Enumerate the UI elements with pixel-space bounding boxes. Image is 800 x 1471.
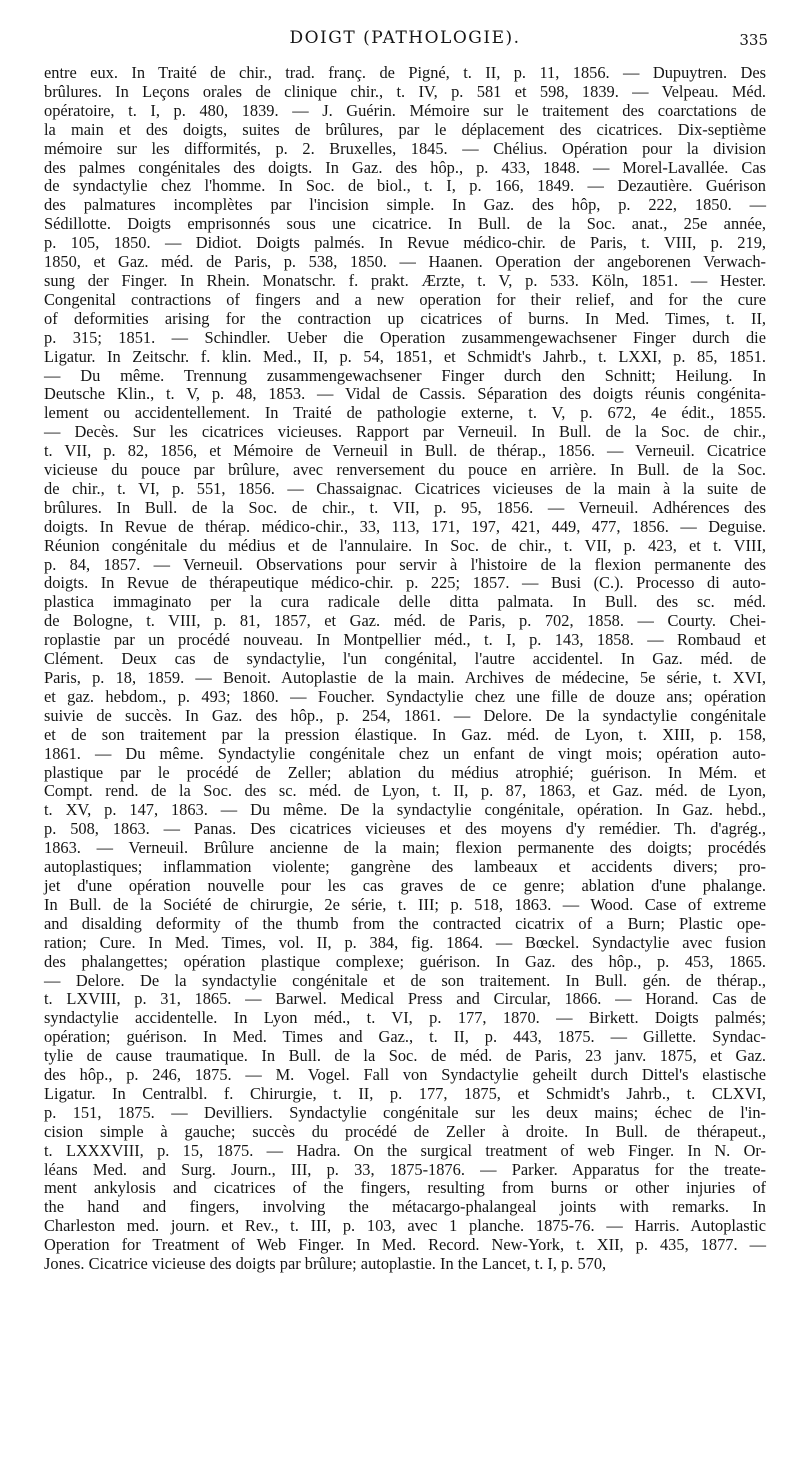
text-line: brûlures. In Leçons orales de clinique chir., t. IV, p. 581 et 598, 1839. — Velpeau. Méd. xyxy=(44,81,766,101)
document-page xyxy=(44,0,766,1471)
text-line: et gaz. hebdom., p. 493; 1860. — Foucher. Syndactylie chez une fille de douze ans; opération xyxy=(44,686,766,706)
text-line: des hôp., p. 246, 1875. — M. Vogel. Fall von Syndactylie geheilt durch Dittel's elastische xyxy=(44,1065,766,1085)
text-line: p. 105, 1850. — Didiot. Doigts palmés. In Revue médico-chir. de Paris, t. VIII, p. 219, xyxy=(44,233,766,253)
running-title: DOIGT (PATHOLOGIE). xyxy=(289,28,521,48)
text-line: suivie de succès. In Gaz. des hôp., p. 254, 1861. — Delore. De la syndactylie congénitale xyxy=(44,705,766,725)
text-line: Ligatur. In Centralbl. f. Chirurgie, t. II, p. 177, 1875, et Schmidt's Jahrb., t. CLXVI, xyxy=(44,1083,766,1103)
text-line: — Du même. Trennung zusammengewachsener Finger durch den Schnitt; Heilung. In xyxy=(44,365,766,385)
text-line: the hand and fingers, involving the métacargo-phalangeal joints with remarks. In xyxy=(44,1197,766,1217)
text-line: roplastie par un procédé nouveau. In Montpellier méd., t. I, p. 143, 1858. — Rombaud et xyxy=(44,630,766,650)
text-line: Congenital contractions of fingers and a new operation for their relief, and for the cure xyxy=(44,289,766,309)
text-line: opération; guérison. In Med. Times and Gaz., t. II, p. 443, 1875. — Gillette. Syndac- xyxy=(44,1027,766,1047)
text-line: Clément. Deux cas de syndactylie, l'un congénital, l'autre accidentel. In Gaz. méd. de xyxy=(44,649,766,669)
text-line: opératoire, t. I, p. 480, 1839. — J. Guérin. Mémoire sur le traitement des coarctations de xyxy=(44,100,766,120)
text-line: t. LXXXVIII, p. 15, 1875. — Hadra. On the surgical treatment of web Finger. In N. Or- xyxy=(44,1140,766,1160)
text-line: — Decès. Sur les cicatrices vicieuses. Rapport par Verneuil. In Bull. de la Soc. de chir., xyxy=(44,422,766,442)
text-line: cision simple à gauche; succès du procédé de Zeller à droite. In Bull. de thérapeut., xyxy=(44,1121,766,1141)
text-line: sung der Finger. In Rhein. Monatschr. f. prakt. Ærzte, t. V, p. 533. Köln, 1851. — Hester. xyxy=(44,270,766,290)
text-line: des palmes congénitales des doigts. In Gaz. des hôp., p. 433, 1848. — Morel-Lavallée. Cas xyxy=(44,157,766,177)
text-line: Ligatur. In Zeitschr. f. klin. Med., II, p. 54, 1851, et Schmidt's Jahrb., t. LXXI, p. 85, 1851. xyxy=(44,346,766,366)
text-line: p. 508, 1863. — Panas. Des cicatrices vicieuses et des moyens d'y remédier. Th. d'agrég., xyxy=(44,819,766,839)
text-line: plastique par le procédé de Zeller; ablation du médius atrophié; guérison. In Mém. et xyxy=(44,762,766,782)
text-line: Sédillotte. Doigts emprisonnés sous une cicatrice. In Bull. de la Soc. anat., 25e année, xyxy=(44,214,766,234)
text-line: t. LXVIII, p. 31, 1865. — Barwel. Medical Press and Circular, 1866. — Horand. Cas de xyxy=(44,989,766,1009)
text-line: and disalding deformity of the thumb from the contracted cicatrix of a Burn; Plastic ope- xyxy=(44,913,766,933)
text-line: 1861. — Du même. Syndactylie congénitale chez un enfant de vingt mois; opération auto- xyxy=(44,743,766,763)
text-line: doigts. In Revue de thérap. médico-chir., 33, 113, 171, 197, 421, 449, 477, 1856. — Deguise. xyxy=(44,516,766,536)
text-line: jet d'une opération nouvelle pour les cas graves de ce genre; ablation d'une phalange. xyxy=(44,875,766,895)
text-line: 1850, et Gaz. méd. de Paris, p. 538, 1850. — Haanen. Operation der angeborenen Verwach- xyxy=(44,252,766,272)
text-line: ment ankylosis and cicatrices of the fingers, resulting from burns or other injuries of xyxy=(44,1178,766,1198)
text-line: léans Med. and Surg. Journ., III, p. 33, 1875-1876. — Parker. Apparatus for the treate- xyxy=(44,1159,766,1179)
text-line: vicieuse du pouce par brûlure, avec renversement du pouce en arrière. In Bull. de la Soc. xyxy=(44,460,766,480)
text-line: plastica immaginato per la cura radicale delle ditta palmata. In Bull. des sc. méd. xyxy=(44,592,766,612)
text-line: Deutsche Klin., t. V, p. 48, 1853. — Vidal de Cassis. Séparation des doigts réunis congénita- xyxy=(44,384,766,404)
text-line: de Bologne, t. VIII, p. 81, 1857, et Gaz. méd. de Paris, p. 702, 1858. — Courty. Chei- xyxy=(44,611,766,631)
text-line: Compt. rend. de la Soc. des sc. méd. de Lyon, t. II, p. 87, 1863, et Gaz. méd. de Lyon, xyxy=(44,781,766,801)
text-line: In Bull. de la Société de chirurgie, 2e série, t. III; p. 518, 1863. — Wood. Case of extreme xyxy=(44,894,766,914)
text-line: p. 151, 1875. — Devilliers. Syndactylie congénitale sur les deux mains; échec de l'in- xyxy=(44,1102,766,1122)
text-line: t. VII, p. 82, 1856, et Mémoire de Verneuil in Bull. de thérap., 1856. — Verneuil. Cicatrice xyxy=(44,441,766,461)
text-line: p. 315; 1851. — Schindler. Ueber die Operation zusammengewachsener Finger durch die xyxy=(44,327,766,347)
text-line: ration; Cure. In Med. Times, vol. II, p. 384, fig. 1864. — Bœckel. Syndactylie avec fusion xyxy=(44,932,766,952)
text-line: mémoire sur les difformités, p. 2. Bruxelles, 1845. — Chélius. Opération pour la division xyxy=(44,138,766,158)
text-line: — Delore. De la syndactylie congénitale et de son traitement. In Bull. gén. de thérap., xyxy=(44,970,766,990)
text-line: doigts. In Revue de thérapeutique médico-chir. p. 225; 1857. — Busi (C.). Processo di auto- xyxy=(44,573,766,593)
text-line: lement ou accidentellement. In Traité de pathologie externe, t. V, p. 672, 4e édit., 1855. xyxy=(44,403,766,423)
text-line: Jones. Cicatrice vicieuse des doigts par brûlure; autoplastie. In the Lancet, t. I, p. 570, xyxy=(44,1254,607,1274)
text-line: syndactylie accidentelle. In Lyon méd., t. VI, p. 177, 1870. — Birkett. Doigts palmés; xyxy=(44,1008,766,1028)
text-line: Operation for Treatment of Web Finger. In Med. Record. New-York, t. XII, p. 435, 1877. — xyxy=(44,1235,766,1255)
text-line: de syndactylie chez l'homme. In Soc. de biol., t. I, p. 166, 1849. — Dezautière. Guérison xyxy=(44,176,766,196)
text-line: Charleston med. journ. et Rev., t. III, p. 103, avec 1 planche. 1875-76. — Harris. Autoplastic xyxy=(44,1216,766,1236)
text-line: Paris, p. 18, 1859. — Benoit. Autoplastie de la main. Archives de médecine, 5e série, t. XVI, xyxy=(44,668,766,687)
text-line: 1863. — Verneuil. Brûlure ancienne de la main; flexion permanente des doigts; procédés xyxy=(44,838,766,858)
page-number: 335 xyxy=(739,31,768,49)
text-line: des palmatures incomplètes par l'incision simple. In Gaz. des hôp, p. 222, 1850. — xyxy=(44,195,766,215)
text-line: tylie de cause traumatique. In Bull. de la Soc. de méd. de Paris, 23 janv. 1875, et Gaz. xyxy=(44,1046,766,1066)
text-line: t. XV, p. 147, 1863. — Du même. De la syndactylie congénitale, opération. In Gaz. hebd., xyxy=(44,800,766,820)
text-line: p. 84, 1857. — Verneuil. Observations pour servir à l'histoire de la flexion permanente des xyxy=(44,554,766,574)
text-line: autoplastiques; inflammation violente; gangrène des lambeaux et accidents divers; pro- xyxy=(44,857,766,877)
page-header xyxy=(44,0,768,49)
text-line: et de son traitement par la pression élastique. In Gaz. méd. de Lyon, t. XIII, p. 158, xyxy=(44,724,766,744)
text-line: la main et des doigts, suites de brûlures, par le déplacement des cicatrices. Dix-septième xyxy=(44,119,766,139)
text-line: Réunion congénitale du médius et de l'annulaire. In Soc. de chir., t. VII, p. 423, et t. VIII, xyxy=(44,535,766,555)
bibliography-text xyxy=(44,64,766,1274)
text-line: entre eux. In Traité de chir., trad. franç. de Pigné, t. II, p. 11, 1856. — Dupuytren. Des xyxy=(44,63,766,82)
text-line: des phalangettes; opération plastique complexe; guérison. In Gaz. des hôp., p. 453, 1865. xyxy=(44,951,766,971)
text-line: de chir., t. VI, p. 551, 1856. — Chassaignac. Cicatrices vicieuses de la main à la suite de xyxy=(44,478,766,498)
text-line: of deformities arising for the contraction up cicatrices of burns. In Med. Times, t. II, xyxy=(44,308,766,328)
text-line: brûlures. In Bull. de la Soc. de chir., t. VII, p. 95, 1856. — Verneuil. Adhérences des xyxy=(44,497,766,517)
